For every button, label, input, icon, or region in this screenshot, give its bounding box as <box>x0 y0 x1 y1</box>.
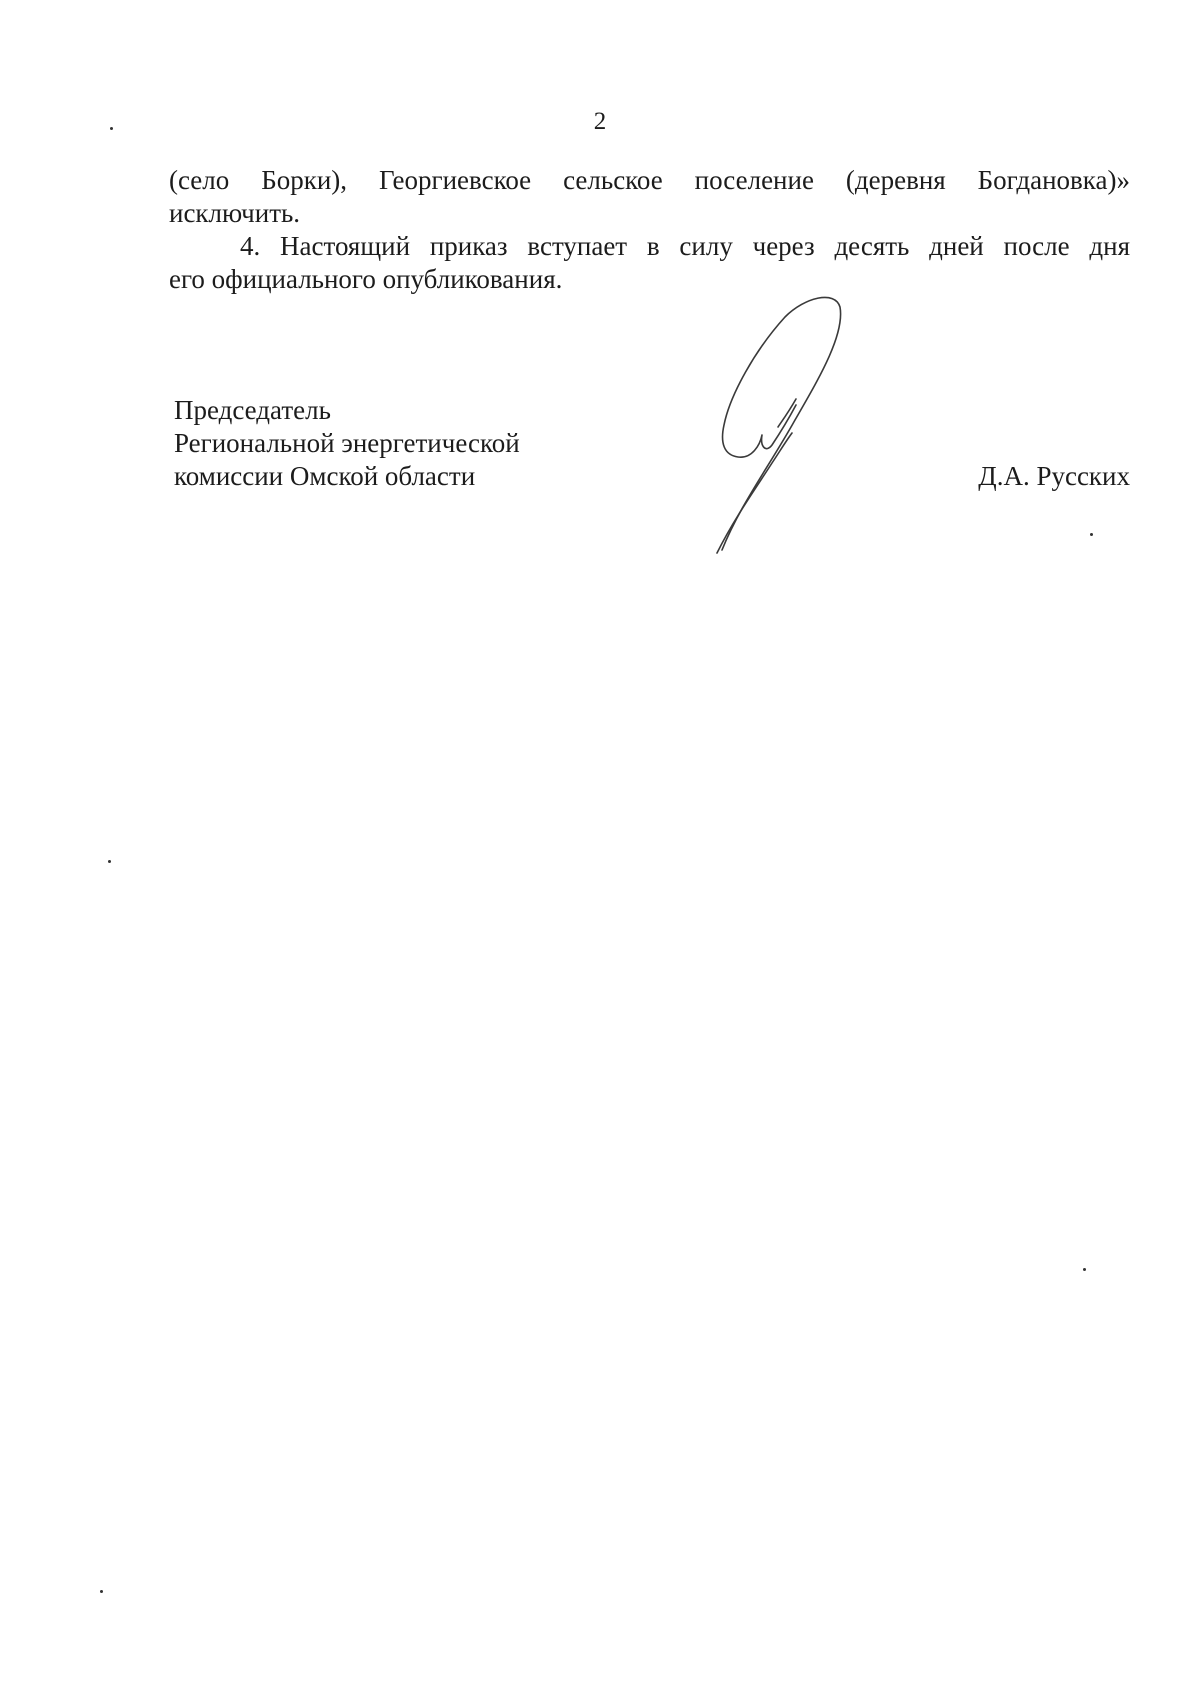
continuation-line-2: исключить. <box>169 198 301 228</box>
page-number: 2 <box>593 108 607 135</box>
item-4-line-2: его официального опубликования. <box>169 264 563 294</box>
scan-speck <box>110 127 113 130</box>
scan-speck <box>108 860 111 863</box>
signatory-title-line-3: комиссии Омской области <box>174 461 476 491</box>
signatory-title <box>174 394 520 493</box>
signatory-title-line-1: Председатель <box>174 395 331 425</box>
signatory-title-line-2: Региональной энергетической <box>174 428 520 458</box>
signatory-name: Д.А. Русских <box>978 461 1130 491</box>
continuation-line-1: (село Борки), Георгиевское сельское поселение (деревня Богдановка)» <box>169 165 1130 195</box>
body-text <box>169 164 1130 296</box>
scan-speck <box>1083 1268 1086 1271</box>
signature-icon <box>700 295 880 560</box>
item-4-line-1: 4. Настоящий приказ вступает в силу через десять дней после дня <box>240 231 1130 261</box>
scan-speck <box>100 1590 103 1593</box>
scan-speck <box>1090 533 1093 536</box>
